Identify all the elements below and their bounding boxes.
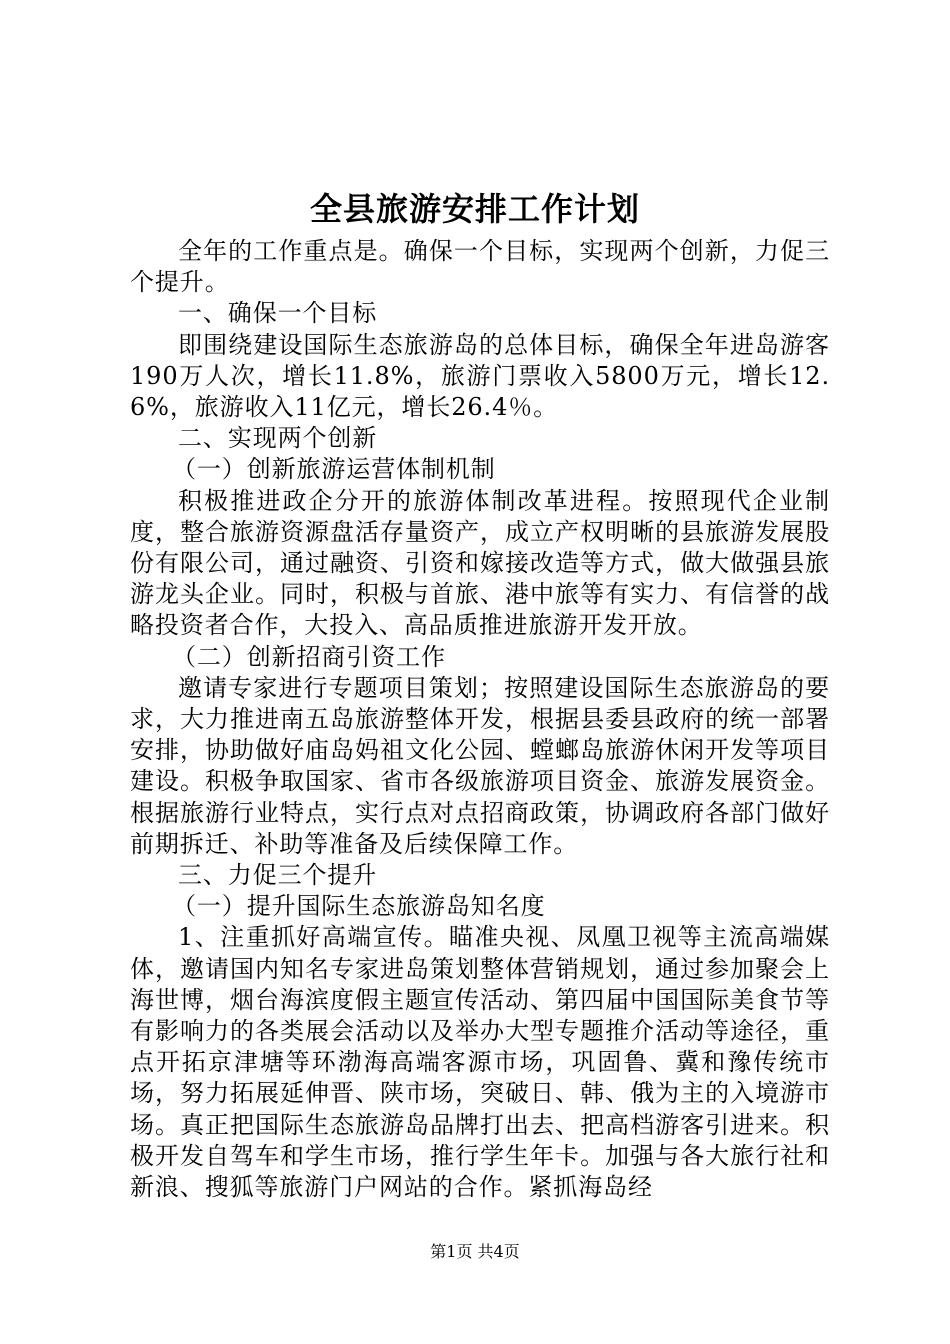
subsection-heading-3-1: （一）提升国际生态旅游岛知名度	[172, 892, 546, 921]
paragraph-intro: 全年的工作重点是。确保一个目标，实现两个创新，力促三个提升。	[130, 237, 830, 297]
subsection-heading-2-1: （一）创新旅游运营体制机制	[172, 455, 496, 484]
section-heading-3: 三、力促三个提升	[178, 861, 378, 890]
section-heading-1: 一、确保一个目标	[178, 299, 378, 328]
paragraph-investment: 邀请专家进行专题项目策划；按照建设国际生态旅游岛的要求，大力推进南五岛旅游整体开发，根据县委县政府的统一部署安排，协助做好庙岛妈祖文化公园、螳螂岛旅游休闲开发等项目建设。积极争取国家、省市各级旅游项目资金、旅游发展资金。根据旅游行业特点，实行点对点招商政策，协调政府各部门做好前期拆迁、补助等准备及后续保障工作。	[130, 673, 830, 858]
document-title: 全县旅游安排工作计划	[309, 190, 640, 228]
paragraph-promotion: 1、注重抓好高端宣传。瞄准央视、凤凰卫视等主流高端媒体，邀请国内知名专家进岛策划整体营销规划，通过参加聚会上海世博，烟台海滨度假主题宣传活动、第四届中国国际美食节等有影响力的各类展会活动以及举办大型专题推介活动等途径，重点开拓京津塘等环渤海高端客源市场，巩固鲁、冀和豫传统市场，努力拓展延伸晋、陕市场，突破日、韩、俄为主的入境游市场。真正把国际生态旅游岛品牌打出去、把高档游客引进来。积极开发自驾车和学生市场，推行学生年卡。加强与各大旅行社和新浪、搜狐等旅游门户网站的合作。紧抓海岛经	[130, 923, 830, 1202]
document-body	[130, 236, 830, 1203]
paragraph-target: 即围绕建设国际生态旅游岛的总体目标，确保全年进岛游客190万人次，增长11.8%，旅游门票收入5800万元，增长12.6%，旅游收入11亿元，增长26.4％。	[130, 330, 830, 422]
subsection-heading-2-2: （二）创新招商引资工作	[172, 642, 446, 671]
section-heading-2: 二、实现两个创新	[178, 424, 378, 453]
page-footer: 第1页 共4页	[430, 1242, 520, 1261]
paragraph-mechanism: 积极推进政企分开的旅游体制改革进程。按照现代企业制度，整合旅游资源盘活存量资产，成立产权明晰的县旅游发展股份有限公司，通过融资、引资和嫁接改造等方式，做大做强县旅游龙头企业。同时，积极与首旅、港中旅等有实力、有信誉的战略投资者合作，大投入、高品质推进旅游开发开放。	[130, 486, 830, 640]
